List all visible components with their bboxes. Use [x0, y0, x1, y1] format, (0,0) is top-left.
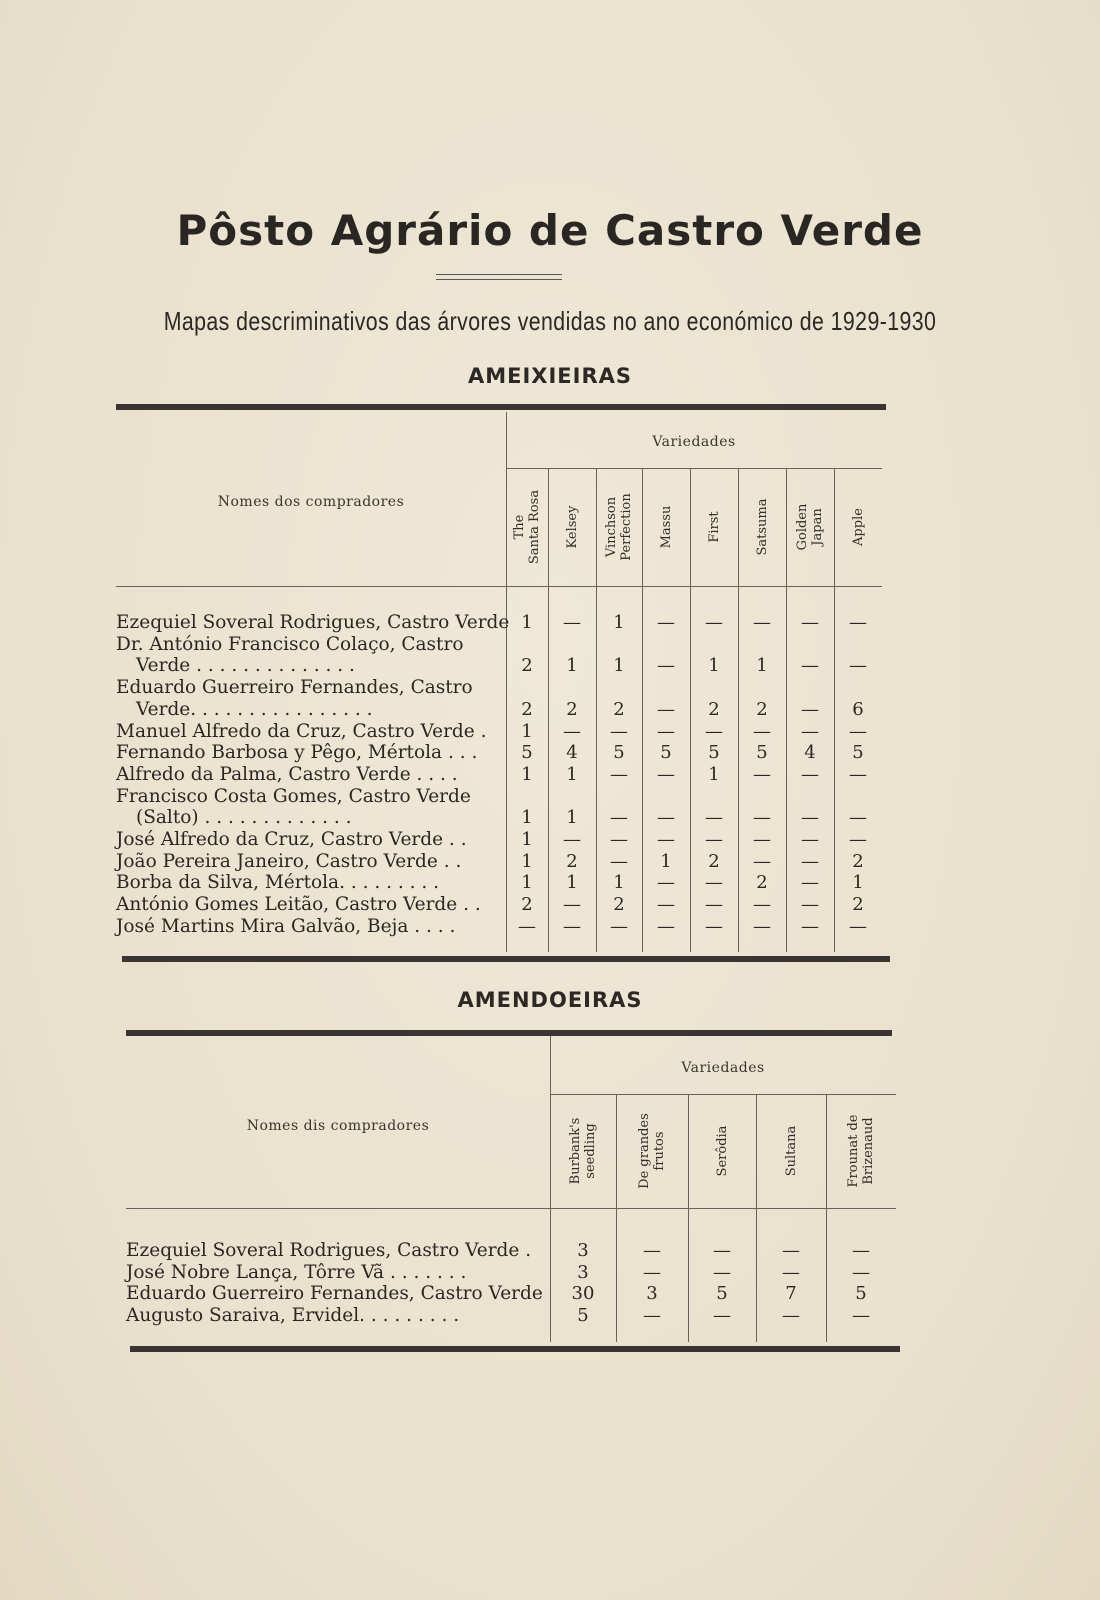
- table-cell-value: 2: [756, 698, 768, 720]
- variety-label-line: Japan: [810, 508, 825, 546]
- table-cell-value: 1: [566, 655, 578, 677]
- table-cell-value: —: [643, 1304, 661, 1326]
- table-cell-value: —: [713, 1240, 731, 1261]
- table-cell-value: 5: [756, 742, 768, 764]
- table-cell-value: —: [657, 655, 675, 677]
- buyer-name: Francisco Costa Gomes, Castro Verde: [116, 785, 471, 807]
- variety-label-line: Santa Rosa: [527, 489, 542, 565]
- table-cell-value: —: [849, 612, 867, 633]
- section-title-amendoeiras: AMENDOEIRAS: [457, 988, 643, 1012]
- table-cell-value: —: [705, 612, 723, 633]
- buyer-name: Borba da Silva, Mértola. . . . . . . . .: [116, 872, 440, 894]
- varieties-header-rule: [506, 468, 882, 469]
- table-cell-value: —: [643, 1240, 661, 1261]
- table-cell-value: —: [610, 763, 628, 785]
- table-cell-value: —: [705, 894, 723, 916]
- buyer-name: Augusto Saraiva, Ervidel. . . . . . . . .: [126, 1304, 460, 1326]
- table-cell-value: 1: [660, 850, 672, 872]
- section-title-ameixieiras: AMEIXIEIRAS: [467, 364, 633, 388]
- buyer-name: José Nobre Lança, Tôrre Vã . . . . . . .: [126, 1261, 467, 1283]
- table-cell-value: 1: [852, 872, 864, 894]
- table-cell-value: —: [657, 612, 675, 633]
- table-cell-value: 30: [571, 1283, 595, 1304]
- table-cell-value: 2: [566, 850, 578, 872]
- table-cell-value: 4: [566, 742, 578, 764]
- variety-label-line: Golden: [795, 503, 810, 551]
- table-cell-value: 2: [521, 698, 533, 720]
- table-cell-value: —: [753, 829, 771, 850]
- variety-label-line: Vinchson: [604, 496, 619, 558]
- variety-label: [510, 472, 544, 582]
- table-cell-value: —: [849, 915, 867, 937]
- table-top-rule: [116, 404, 886, 410]
- table-cell-value: —: [801, 698, 819, 720]
- variety-label-line: Satsuma: [754, 498, 770, 556]
- table-cell-value: —: [713, 1304, 731, 1326]
- table-cell-value: —: [801, 807, 819, 829]
- variety-label: [844, 1098, 878, 1204]
- table-cell-value: 5: [852, 742, 864, 764]
- table-cell-value: —: [782, 1240, 800, 1261]
- table-cell-value: 2: [521, 894, 533, 916]
- variety-label: [774, 1098, 808, 1204]
- table-cell-value: —: [563, 915, 581, 937]
- table-cell-value: —: [705, 872, 723, 894]
- page-subtitle: Mapas descriminativos das árvores vendidas no ano económico de 1929-1930: [163, 306, 937, 336]
- buyer-name: Alfredo da Palma, Castro Verde . . . .: [116, 763, 458, 785]
- buyer-name: Eduardo Guerreiro Fernandes, Castro: [116, 677, 473, 699]
- table-cell-value: —: [705, 829, 723, 850]
- page-title: Pôsto Agrário de Castro Verde: [176, 206, 924, 255]
- table-cell-value: 1: [566, 763, 578, 785]
- table-cell-value: 2: [613, 894, 625, 916]
- table-cell-value: 1: [521, 720, 533, 742]
- varieties-header-rule: [550, 1094, 896, 1095]
- table-cell-value: 5: [613, 742, 625, 764]
- table-cell-value: —: [849, 807, 867, 829]
- buyers-column-header: Nomes dos compradores: [217, 494, 405, 510]
- table-cell-value: —: [563, 720, 581, 742]
- table-cell-value: 3: [577, 1261, 589, 1283]
- table-cell-value: —: [801, 872, 819, 894]
- buyer-name: António Gomes Leitão, Castro Verde . .: [116, 894, 481, 916]
- variety-label-line: The: [512, 514, 527, 540]
- varieties-column-header: Variedades: [652, 434, 736, 450]
- variety-label-line: Apple: [850, 508, 866, 546]
- table-cell-value: 6: [852, 698, 864, 720]
- table-cell-value: 3: [577, 1240, 589, 1261]
- table-cell-value: 1: [756, 655, 768, 677]
- variety-label: [705, 1098, 739, 1204]
- buyer-name: (Salto) . . . . . . . . . . . . .: [136, 807, 352, 829]
- table-cell-value: —: [849, 655, 867, 677]
- table-cell-value: —: [753, 720, 771, 742]
- table-cell-value: 5: [855, 1283, 867, 1304]
- table-cell-value: —: [852, 1304, 870, 1326]
- table-cell-value: —: [852, 1240, 870, 1261]
- table-cell-value: 1: [521, 807, 533, 829]
- table-cell-value: 7: [785, 1283, 797, 1304]
- table-cell-value: —: [657, 698, 675, 720]
- header-bottom-rule: [126, 1208, 896, 1209]
- table-cell-value: 1: [521, 829, 533, 850]
- variety-label: [649, 472, 683, 582]
- variety-label-line: First: [706, 511, 722, 543]
- table-cell-value: —: [563, 894, 581, 916]
- table-cell-value: —: [801, 894, 819, 916]
- variety-label-line: De grandes: [637, 1113, 652, 1189]
- table-cell-value: —: [610, 915, 628, 937]
- variety-label-line: seedling: [583, 1123, 598, 1179]
- table-cell-value: —: [753, 894, 771, 916]
- table-cell-value: 1: [521, 763, 533, 785]
- table-cell-value: —: [849, 829, 867, 850]
- variety-label: [635, 1098, 669, 1204]
- table-cell-value: 1: [708, 763, 720, 785]
- table-cell-value: —: [657, 720, 675, 742]
- table-cell-value: 2: [521, 655, 533, 677]
- table-cell-value: —: [801, 850, 819, 872]
- buyer-name: Ezequiel Soveral Rodrigues, Castro Verde .: [126, 1240, 532, 1261]
- table-cell-value: —: [753, 763, 771, 785]
- buyer-name: José Martins Mira Galvão, Beja . . . .: [116, 915, 456, 937]
- table-cell-value: 1: [566, 807, 578, 829]
- table-cell-value: 5: [716, 1283, 728, 1304]
- variety-label: [555, 472, 589, 582]
- table-cell-value: —: [518, 915, 536, 937]
- table-cell-value: 2: [852, 894, 864, 916]
- table-cell-value: —: [657, 872, 675, 894]
- table-cell-value: 5: [660, 742, 672, 764]
- buyer-name: Dr. António Francisco Colaço, Castro: [116, 633, 464, 655]
- table-cell-value: 5: [708, 742, 720, 764]
- table-cell-value: 5: [521, 742, 533, 764]
- table-cell-value: —: [801, 763, 819, 785]
- table-bottom-rule: [122, 956, 890, 962]
- table-cell-value: 2: [613, 698, 625, 720]
- table-cell-value: —: [610, 807, 628, 829]
- table-cell-value: —: [753, 915, 771, 937]
- table-cell-value: 1: [613, 655, 625, 677]
- table-cell-value: 5: [577, 1304, 589, 1326]
- variety-label-line: Perfection: [619, 493, 634, 561]
- variety-label-line: Brizenaud: [861, 1117, 876, 1185]
- table-cell-value: —: [705, 720, 723, 742]
- table-cell-value: 2: [852, 850, 864, 872]
- table-cell-value: —: [753, 850, 771, 872]
- buyer-name: Verde . . . . . . . . . . . . . .: [136, 655, 355, 677]
- table-cell-value: —: [849, 763, 867, 785]
- table-cell-value: 2: [756, 872, 768, 894]
- table-cell-value: 2: [566, 698, 578, 720]
- table-cell-value: —: [801, 829, 819, 850]
- table-cell-value: 1: [613, 872, 625, 894]
- buyer-name: José Alfredo da Cruz, Castro Verde . .: [116, 829, 467, 850]
- variety-label: [602, 472, 636, 582]
- table-cell-value: —: [801, 915, 819, 937]
- buyer-name: Manuel Alfredo da Cruz, Castro Verde .: [116, 720, 487, 742]
- table-cell-value: 2: [708, 850, 720, 872]
- buyers-column-header: Nomes dis compradores: [246, 1118, 430, 1134]
- table-cell-value: —: [657, 894, 675, 916]
- table-cell-value: —: [610, 720, 628, 742]
- table-cell-value: 1: [521, 850, 533, 872]
- header-bottom-rule: [116, 586, 882, 587]
- table-cell-value: —: [782, 1304, 800, 1326]
- table-cell-value: —: [852, 1261, 870, 1283]
- variety-label: [745, 472, 779, 582]
- table-cell-value: —: [782, 1261, 800, 1283]
- table-cell-value: 3: [646, 1283, 658, 1304]
- table-top-rule: [126, 1030, 892, 1036]
- table-cell-value: 1: [566, 872, 578, 894]
- table-cell-value: 1: [708, 655, 720, 677]
- table-cell-value: —: [643, 1261, 661, 1283]
- variety-label-line: Frounat de: [846, 1114, 861, 1188]
- variety-label-line: Kelsey: [564, 505, 580, 549]
- variety-label: [566, 1098, 600, 1204]
- table-bottom-rule: [130, 1346, 900, 1352]
- table-cell-value: —: [563, 612, 581, 633]
- table-cell-value: —: [657, 807, 675, 829]
- table-cell-value: —: [713, 1261, 731, 1283]
- variety-label: [793, 472, 827, 582]
- table-cell-value: —: [801, 655, 819, 677]
- table-cell-value: 4: [804, 742, 816, 764]
- table-cell-value: —: [563, 829, 581, 850]
- table-cell-value: —: [610, 829, 628, 850]
- variety-label-line: frutos: [652, 1131, 667, 1171]
- table-cell-value: —: [801, 612, 819, 633]
- variety-label-line: Burbank's: [568, 1117, 583, 1185]
- buyer-name: João Pereira Janeiro, Castro Verde . .: [116, 850, 462, 872]
- variety-label-line: Massu: [658, 505, 674, 549]
- title-divider: [436, 274, 562, 280]
- table-cell-value: —: [657, 915, 675, 937]
- table-cell-value: —: [849, 720, 867, 742]
- table-cell-value: 1: [613, 612, 625, 633]
- table-cell-value: —: [657, 763, 675, 785]
- variety-label-line: Sultana: [783, 1125, 799, 1177]
- buyer-name: Eduardo Guerreiro Fernandes, Castro Verde: [126, 1283, 543, 1304]
- table-cell-value: 1: [521, 612, 533, 633]
- varieties-column-header: Variedades: [681, 1060, 765, 1076]
- buyer-name: Fernando Barbosa y Pêgo, Mértola . . .: [116, 742, 478, 764]
- table-cell-value: —: [610, 850, 628, 872]
- table-cell-value: 2: [708, 698, 720, 720]
- table-cell-value: —: [657, 829, 675, 850]
- table-cell-value: —: [753, 612, 771, 633]
- buyer-name: Verde. . . . . . . . . . . . . . . .: [136, 698, 373, 720]
- buyer-name: Ezequiel Soveral Rodrigues, Castro Verde: [116, 612, 510, 633]
- table-cell-value: —: [705, 807, 723, 829]
- variety-label-line: Serôdia: [714, 1125, 730, 1177]
- variety-label: [697, 472, 731, 582]
- table-cell-value: 1: [521, 872, 533, 894]
- table-cell-value: —: [705, 915, 723, 937]
- variety-label: [841, 472, 875, 582]
- table-cell-value: —: [801, 720, 819, 742]
- table-cell-value: —: [753, 807, 771, 829]
